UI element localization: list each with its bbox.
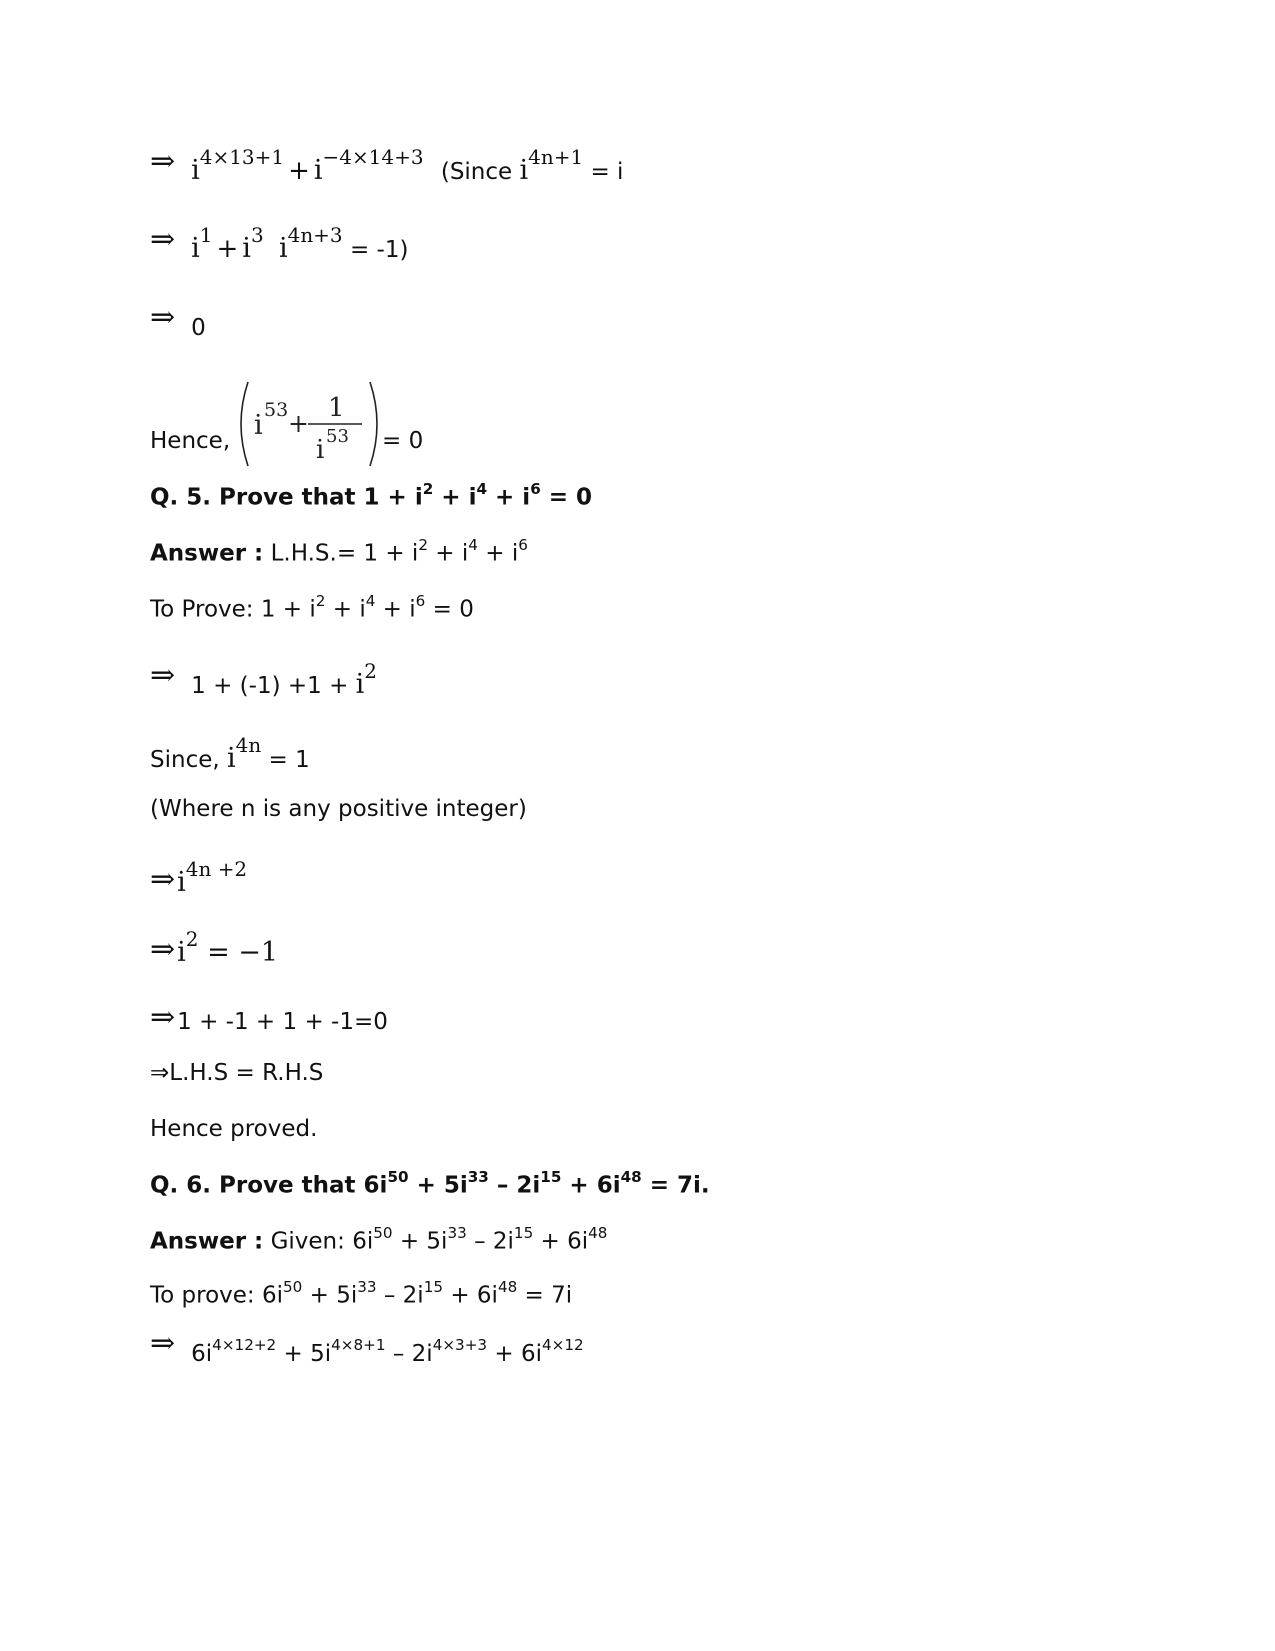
- term-a: $i^1$: [191, 223, 213, 264]
- question-5-title: Q. 5. Prove that $1 + i^2 + i^4 + i^6 = 0$: [150, 479, 593, 511]
- implies-arrow: ⇒: [150, 1326, 176, 1361]
- step-6: ⇒ $6i^{4\times 12+2} + 5i^{4\times 8+1} - 2i^{4\times 3+3} + 6i^{4\times 12}$: [150, 1326, 584, 1367]
- implies-arrow: ⇒: [150, 862, 176, 897]
- implies-arrow: ⇒: [150, 1000, 176, 1035]
- paren-plus: +: [288, 409, 309, 438]
- power-term: $i^2$: [355, 659, 378, 700]
- answer-label: Answer :: [150, 540, 264, 567]
- step-5a: ⇒ $1 + (-1) +1 + i^2$: [150, 658, 378, 700]
- step-line-1: [150, 144, 624, 187]
- hence-label: Hence,: [150, 428, 231, 454]
- hence-equals: = 0: [382, 428, 424, 454]
- since-text: (Since: [440, 159, 513, 185]
- term-c: $i^{4n+3}$: [278, 223, 343, 264]
- term-b: $i^3$: [242, 223, 264, 264]
- implies-arrow: ⇒: [150, 932, 176, 967]
- since-label: Since,: [150, 747, 220, 773]
- to-prove-6: To prove: $6i^{50} + 5i^{33} - 2i^{15} + 6i^{48} = 7i$: [150, 1277, 573, 1309]
- plus-sign: +: [288, 156, 310, 186]
- to-prove-5: To Prove: $1 + i^2 + i^4 + i^6 = 0$: [150, 591, 474, 623]
- fraction-den-exp: 53: [326, 426, 349, 447]
- step-5d: ⇒1 + -1 + 1 + -1=0: [150, 1000, 388, 1035]
- fraction-numerator: 1: [328, 393, 345, 423]
- answer-5: Answer : $L.H.S.= 1 + i^2 + i^4 + i^6$: [150, 535, 528, 567]
- answer-6: Answer : Given: $6i^{50} + 5i^{33} - 2i^{15} + 6i^{48}$: [150, 1223, 608, 1255]
- since-power: $i^{4n+1}$: [519, 145, 584, 186]
- term-a: $i^{4\times 13+1}$: [191, 145, 285, 186]
- plus-sign: +: [216, 234, 239, 264]
- step-line-3: [150, 300, 206, 343]
- power-term: $i^{4n}$: [227, 733, 262, 774]
- power-term: $i^{4n +2}$: [177, 857, 248, 898]
- step-5c: [150, 927, 279, 969]
- fraction-expression: [236, 378, 382, 470]
- step-line-2: [150, 222, 409, 265]
- question-6-title: Q. 6. Prove that $6i^{50} + 5i^{33} - 2i^{15} + 6i^{48} = 7i$.: [150, 1167, 710, 1199]
- implies-arrow: ⇒: [150, 658, 176, 693]
- term-b: $i^{-4\times 14+3}$: [313, 145, 424, 186]
- paren-i-exp: 53: [264, 399, 289, 421]
- parentheses-graphic: [236, 378, 382, 470]
- where-note: (Where n is any positive integer): [150, 796, 527, 822]
- implies-arrow: ⇒: [150, 300, 176, 335]
- hence-proved: Hence proved.: [150, 1116, 318, 1142]
- term-c-equals: = -1): [349, 237, 409, 263]
- paren-i-base: i: [254, 410, 263, 441]
- since-equals: = i: [590, 159, 624, 185]
- lhs-equals-rhs: ⇒L.H.S = R.H.S: [150, 1060, 324, 1086]
- since-5: Since, $i^{4n} = 1$: [150, 733, 310, 774]
- step-5b: [150, 857, 248, 899]
- implies-arrow: ⇒: [150, 144, 176, 179]
- implies-arrow: ⇒: [150, 222, 176, 257]
- result-value: 0: [191, 315, 206, 341]
- power-term: $i^2 = -1$: [177, 927, 279, 968]
- answer-label: Answer :: [150, 1228, 264, 1255]
- fraction-den-base: i: [316, 435, 325, 465]
